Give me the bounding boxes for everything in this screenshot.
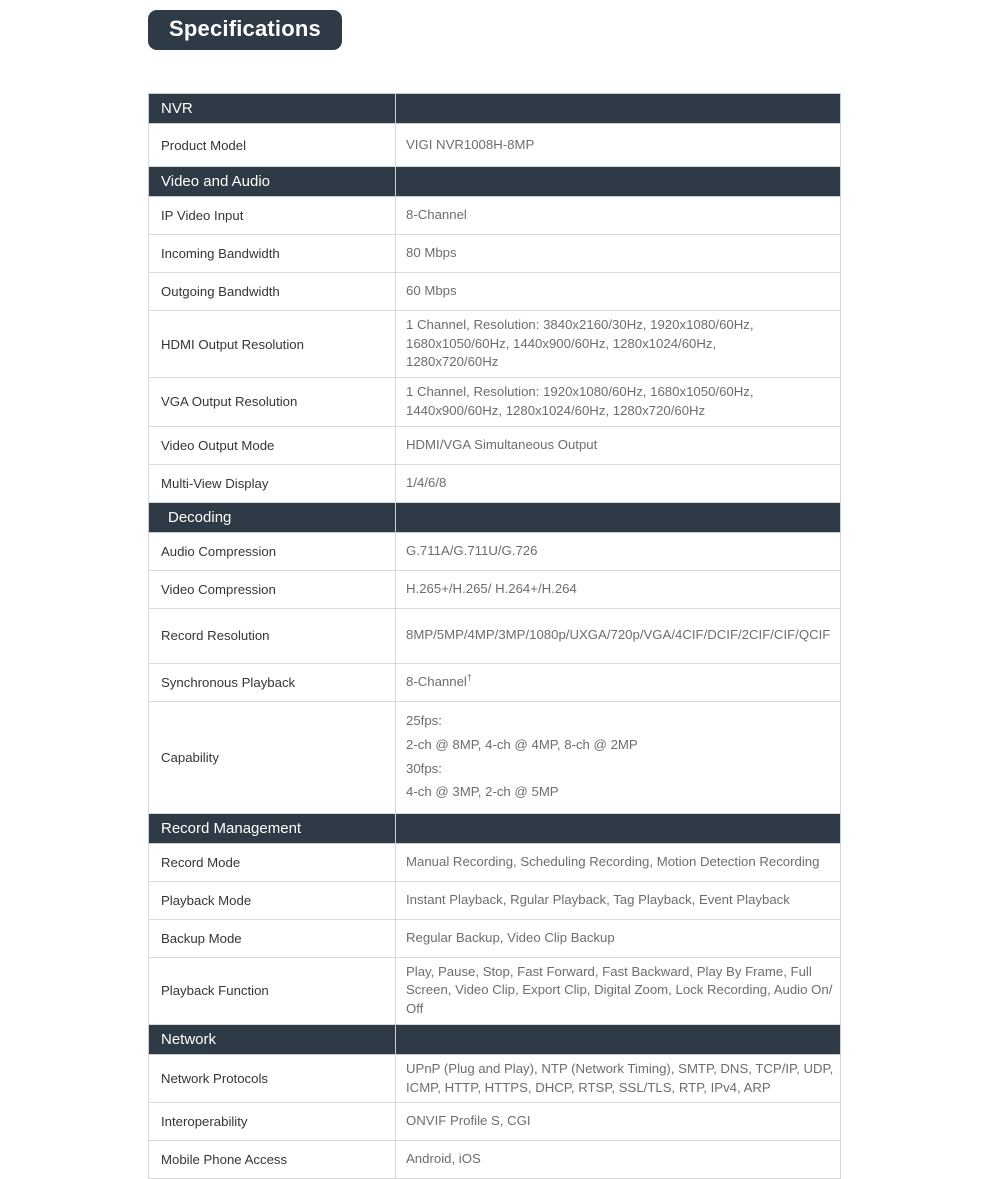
spec-value	[396, 464, 841, 502]
spec-value-text: Regular Backup, Video Clip Backup	[406, 929, 615, 945]
spec-row	[149, 608, 841, 663]
spec-label: VGA Output Resolution	[149, 378, 396, 426]
page-title: Specifications	[169, 16, 321, 41]
section-title: Record Management	[149, 813, 396, 843]
spec-value	[396, 919, 841, 957]
spec-label: Outgoing Bandwidth	[149, 273, 396, 311]
spec-row	[149, 663, 841, 701]
spec-row	[149, 1103, 841, 1141]
spec-value	[396, 1054, 841, 1102]
spec-row	[149, 881, 841, 919]
spec-row	[149, 701, 841, 813]
spec-label: Interoperability	[149, 1103, 396, 1141]
spec-value	[396, 426, 841, 464]
spec-value-text: Instant Playback, Rgular Playback, Tag Playback, Event Playback	[406, 891, 790, 907]
spec-value-line: Screen, Video Clip, Export Clip, Digital Zoom, Lock Recording, Audio On/	[406, 982, 833, 998]
spec-value-line: Off	[406, 1001, 424, 1017]
spec-value	[396, 701, 841, 813]
spec-row	[149, 1054, 841, 1102]
spec-value-line: 4-ch @ 3MP, 2-ch @ 5MP	[406, 784, 559, 800]
spec-value	[396, 378, 841, 426]
spec-value-line: ICMP, HTTP, HTTPS, DHCP, RTSP, SSL/TLS, RTP, IPv4, ARP	[406, 1079, 771, 1095]
specifications-table	[148, 93, 841, 1179]
section-title: Video and Audio	[149, 167, 396, 197]
spec-value-text: 8MP/5MP/4MP/3MP/1080p/UXGA/720p/VGA/4CIF/DCIF/2CIF/CIF/QCIF	[406, 627, 831, 643]
section-title: NVR	[149, 94, 396, 124]
spec-label: Product Model	[149, 124, 396, 167]
spec-value	[396, 957, 841, 1024]
spec-label: Audio Compression	[149, 532, 396, 570]
spec-value-text: 60 Mbps	[406, 283, 457, 299]
spec-label: Record Resolution	[149, 608, 396, 663]
spec-value	[396, 881, 841, 919]
spec-label: Video Output Mode	[149, 426, 396, 464]
spec-value-text: G.711A/G.711U/G.726	[406, 542, 538, 558]
spec-value	[396, 1103, 841, 1141]
spec-value-line: 30fps:	[406, 760, 442, 776]
footnote-marker: †	[466, 672, 472, 683]
spec-row	[149, 124, 841, 167]
spec-value-line: 1440x900/60Hz, 1280x1024/60Hz, 1280x720/60Hz	[406, 402, 706, 418]
spec-value-line: UPnP (Plug and Play), NTP (Network Timing), SMTP, DNS, TCP/IP, UDP,	[406, 1060, 834, 1076]
spec-value	[396, 1141, 841, 1179]
spec-value-text: 8-Channel	[406, 673, 467, 689]
spec-value	[396, 843, 841, 881]
section-header-spacer	[396, 813, 841, 843]
spec-value-line: Play, Pause, Stop, Fast Forward, Fast Backward, Play By Frame, Full	[406, 963, 812, 979]
spec-value-line: 1 Channel, Resolution: 1920x1080/60Hz, 1680x1050/60Hz,	[406, 384, 754, 400]
spec-value	[396, 608, 841, 663]
spec-value-line: 2-ch @ 8MP, 4-ch @ 4MP, 8-ch @ 2MP	[406, 736, 638, 752]
section-title: Network	[149, 1024, 396, 1054]
spec-row	[149, 273, 841, 311]
spec-value	[396, 124, 841, 167]
spec-label: Playback Mode	[149, 881, 396, 919]
section-header-row	[149, 167, 841, 197]
spec-label: IP Video Input	[149, 197, 396, 235]
spec-value-line: 25fps:	[406, 713, 442, 729]
spec-value-text: 8-Channel	[406, 207, 467, 223]
spec-value	[396, 570, 841, 608]
spec-value	[396, 197, 841, 235]
section-header-row	[149, 502, 841, 532]
spec-row	[149, 235, 841, 273]
page-title-badge	[148, 10, 342, 50]
spec-value	[396, 532, 841, 570]
spec-label: Backup Mode	[149, 919, 396, 957]
spec-value	[396, 273, 841, 311]
spec-value-line: 1680x1050/60Hz, 1440x900/60Hz, 1280x1024/60Hz,	[406, 335, 717, 351]
spec-row	[149, 957, 841, 1024]
spec-value-text: H.265+/H.265/ H.264+/H.264	[406, 580, 577, 596]
spec-row	[149, 426, 841, 464]
section-header-row	[149, 813, 841, 843]
section-header-spacer	[396, 1024, 841, 1054]
spec-value-text: 80 Mbps	[406, 245, 457, 261]
spec-value-text: ONVIF Profile S, CGI	[406, 1113, 531, 1129]
spec-row	[149, 197, 841, 235]
spec-label: Capability	[149, 701, 396, 813]
spec-value-text: VIGI NVR1008H-8MP	[406, 136, 535, 152]
spec-value	[396, 235, 841, 273]
section-header-spacer	[396, 502, 841, 532]
spec-label: Record Mode	[149, 843, 396, 881]
spec-label: HDMI Output Resolution	[149, 311, 396, 378]
spec-row	[149, 378, 841, 426]
section-header-spacer	[396, 94, 841, 124]
spec-label: Network Protocols	[149, 1054, 396, 1102]
spec-value-line: 1280x720/60Hz	[406, 354, 499, 370]
spec-label: Mobile Phone Access	[149, 1141, 396, 1179]
spec-row	[149, 311, 841, 378]
spec-label: Video Compression	[149, 570, 396, 608]
spec-value	[396, 663, 841, 701]
spec-value-text: Android, iOS	[406, 1151, 481, 1167]
section-header-row	[149, 94, 841, 124]
spec-value-text: Manual Recording, Scheduling Recording, Motion Detection Recording	[406, 853, 820, 869]
spec-label: Multi-View Display	[149, 464, 396, 502]
spec-row	[149, 843, 841, 881]
spec-value-text: 1/4/6/8	[406, 474, 447, 490]
spec-value-text: HDMI/VGA Simultaneous Output	[406, 436, 598, 452]
spec-row	[149, 570, 841, 608]
spec-label: Synchronous Playback	[149, 663, 396, 701]
spec-value-line: 1 Channel, Resolution: 3840x2160/30Hz, 1920x1080/60Hz,	[406, 317, 754, 332]
spec-row	[149, 464, 841, 502]
spec-value	[396, 311, 841, 378]
spec-label: Incoming Bandwidth	[149, 235, 396, 273]
spec-row	[149, 1141, 841, 1179]
spec-label: Playback Function	[149, 957, 396, 1024]
section-header-row	[149, 1024, 841, 1054]
spec-row	[149, 532, 841, 570]
spec-row	[149, 919, 841, 957]
section-header-spacer	[396, 167, 841, 197]
section-title: Decoding	[149, 502, 396, 532]
